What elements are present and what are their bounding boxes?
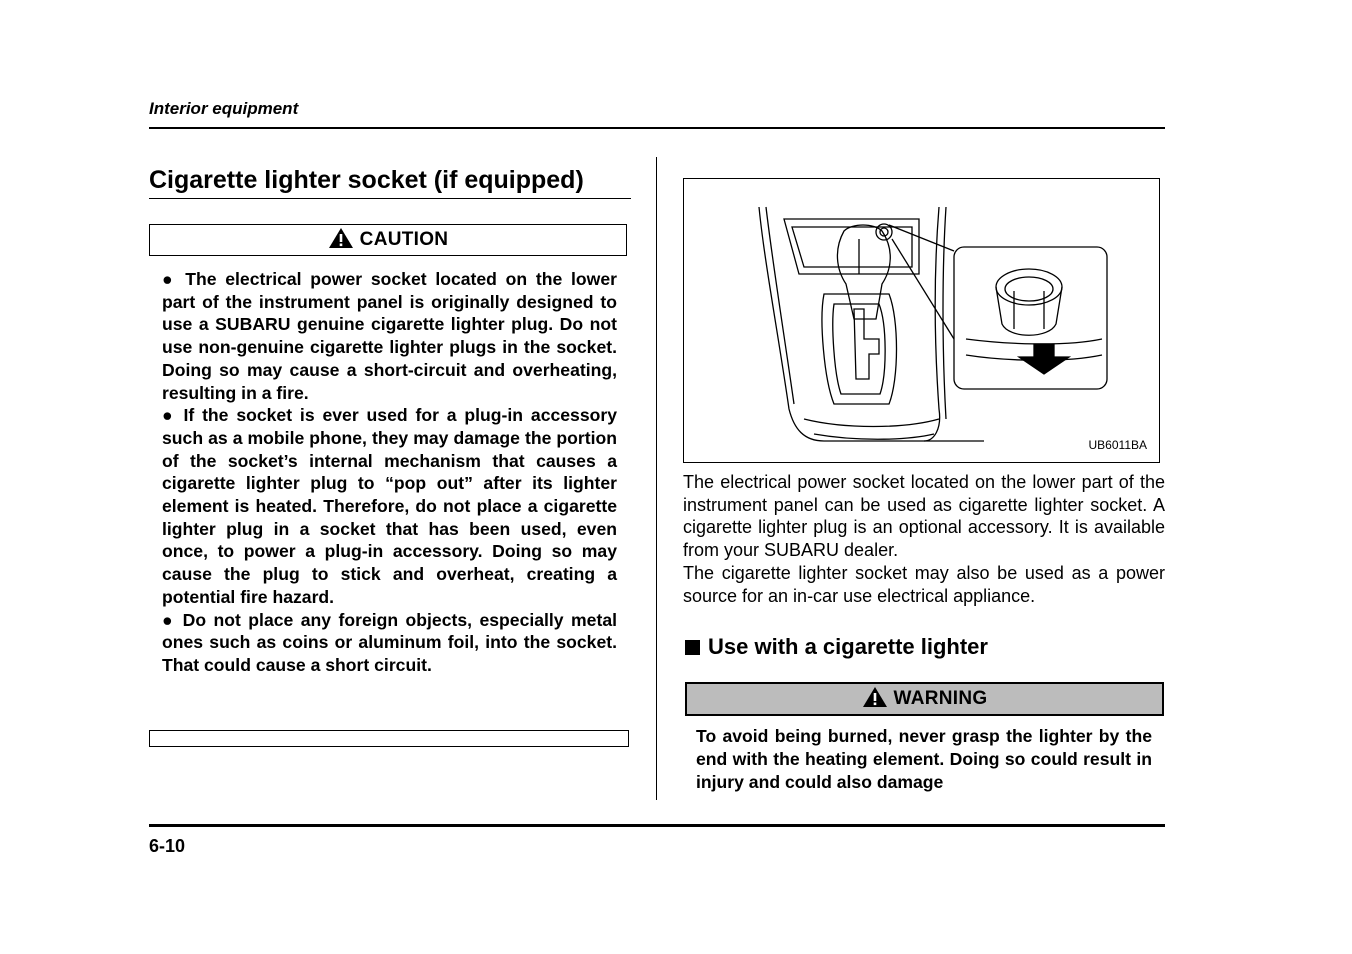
caution-bullet: ● If the socket is ever used for a plug-in accessory such as a mobile phone, they may damage the portion of the socket’s internal mechanism that causes a cigarette lighter plug to “pop out” after its lighter element is heated. Therefore, do not place a cigarette lighter plug in a socket that has been used, even once, to power a plug-in accessory. Doing so may cause the plug to stick and overheat, creating a potential fire hazard. bbox=[162, 405, 617, 607]
section-header: Interior equipment bbox=[149, 99, 299, 118]
page-number: 6-10 bbox=[149, 836, 186, 856]
page-title: Cigarette lighter socket (if equipped) bbox=[149, 166, 584, 194]
caution-bullet: ● The electrical power socket located on the lower part of the instrument panel is originally designed to use a SUBARU genuine cigarette lighter plug. Do not use non-genuine cigarette lighter plugs in the socket. Doing so may cause a short-circuit and overheating, resulting in a fire. bbox=[162, 269, 617, 403]
paragraph: The electrical power socket located on the lower part of the instrument panel can be used as cigarette lighter socket. A cigarette lighter plug is an optional accessory. It is available from your SUBARU dealer. bbox=[683, 472, 1165, 561]
header-rule bbox=[149, 127, 1165, 129]
caution-end-bar bbox=[149, 730, 629, 747]
caution-banner bbox=[149, 224, 627, 256]
socket-illustration bbox=[683, 178, 1160, 463]
title-underline bbox=[149, 198, 631, 199]
console-illustration bbox=[684, 179, 1159, 462]
caution-label: CAUTION bbox=[359, 229, 449, 250]
warning-banner bbox=[685, 682, 1164, 716]
warning-text bbox=[696, 725, 1152, 794]
figure-code: UB6011BA bbox=[1088, 438, 1147, 452]
body-text bbox=[683, 471, 1165, 607]
footer-rule bbox=[149, 824, 1165, 827]
paragraph: The cigarette lighter socket may also be used as a power source for an in-car use electrical appliance. bbox=[683, 562, 1165, 606]
warning-triangle-icon bbox=[862, 686, 888, 713]
caution-text bbox=[162, 268, 617, 677]
caution-bullet: ● Do not place any foreign objects, especially metal ones such as coins or aluminum foil, into the socket. That could cause a short circuit. bbox=[162, 609, 617, 675]
square-bullet-icon bbox=[685, 640, 700, 655]
subheading bbox=[685, 634, 988, 660]
warning-label: WARNING bbox=[893, 688, 988, 709]
subheading-text: Use with a cigarette lighter bbox=[708, 634, 988, 659]
warning-paragraph: To avoid being burned, never grasp the lighter by the end with the heating element. Doing so could result in injury and could also damage bbox=[696, 726, 1152, 792]
column-divider bbox=[656, 157, 657, 800]
warning-triangle-icon bbox=[328, 227, 354, 254]
